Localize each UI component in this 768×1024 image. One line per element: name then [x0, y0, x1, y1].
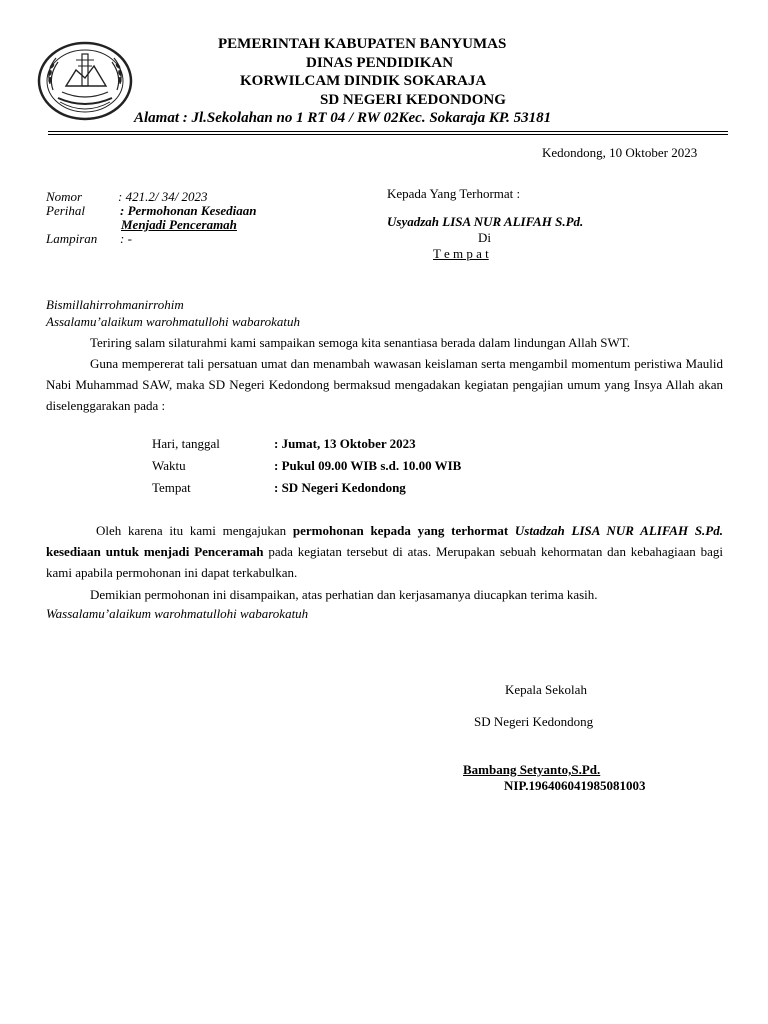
event-value-time: : Pukul 09.00 WIB s.d. 10.00 WIB [274, 458, 462, 473]
paragraph-3-part-a: Oleh karena itu kami mengajukan [96, 523, 293, 538]
lampiran-value: : - [120, 231, 132, 246]
event-label-date: Hari, tanggal [152, 436, 220, 451]
recipient-greeting: Kepada Yang Terhormat : [387, 186, 521, 201]
paragraph-3-part-b: permohonan kepada yang terhormat [292, 523, 515, 538]
recipient-tempat: T e m p a t [433, 246, 489, 261]
signature-school: SD Negeri Kedondong [474, 714, 594, 729]
paragraph-2-text: Guna mempererat tali persatuan umat dan menambah wawasan keislaman serta mengambil momentum peristiwa Maulid Nabi Muhammad SAW, maka SD Negeri Kedondong bermaksud mengadakan kegiatan pengajian umum yang Insya Allah akan diselenggarakan pada : [46, 356, 723, 413]
signature-title: Kepala Sekolah [505, 682, 587, 697]
salam-closing: Wassalamu’alaikum warohmatullohi wabarokatuh [46, 606, 309, 621]
regency-emblem-icon [36, 40, 134, 122]
header-address: Alamat : Jl.Sekolahan no 1 RT 04 / RW 02Kec. Sokaraja KP. 53181 [134, 110, 552, 126]
paragraph-3-part-e: pada kegiatan tersebut di atas. Merupakan sebuah kehormatan dan kebahagiaan bagi kami apabila permohonan ini dapat terkabulkan. [46, 544, 723, 580]
paragraph-2 [46, 353, 723, 416]
lampiran-label: Lampiran [46, 231, 98, 246]
recipient-di: Di [478, 230, 491, 245]
paragraph-3-recipient: Ustadzah LISA NUR ALIFAH S.Pd. [514, 523, 723, 538]
bismillah: Bismillahirrohmanirrohim [46, 297, 184, 312]
paragraph-1-text: Teriring salam silaturahmi kami sampaikan semoga kita senantiasa berada dalam lindungan Allah SWT. [90, 335, 630, 350]
signature-nip: NIP.196406041985081003 [504, 778, 646, 793]
date-line: Kedondong, 10 Oktober 2023 [542, 145, 698, 160]
perihal-value-2: Menjadi Penceramah [121, 217, 237, 232]
salam-opening: Assalamu’alaikum warohmatullohi wabarokatuh [46, 314, 300, 329]
perihal-value-1: : Permohonan Kesediaan [120, 203, 257, 218]
header-line-2: DINAS PENDIDIKAN [306, 55, 454, 71]
event-label-place: Tempat [152, 480, 191, 495]
recipient-name: Usyadzah LISA NUR ALIFAH S.Pd. [387, 214, 584, 229]
header-line-3: KORWILCAM DINDIK SOKARAJA [240, 73, 487, 89]
paragraph-4 [46, 584, 723, 605]
header-rule-thin [48, 131, 728, 132]
paragraph-3 [46, 520, 723, 583]
paragraph-1 [46, 332, 723, 353]
header-line-4: SD NEGERI KEDONDONG [320, 92, 506, 108]
header-rule-second [48, 134, 728, 135]
paragraph-4-text: Demikian permohonan ini disampaikan, atas perhatian dan kerjasamanya diucapkan terima kasih. [90, 587, 598, 602]
perihal-label: Perihal [46, 203, 85, 218]
signature-name: Bambang Setyanto,S.Pd. [463, 762, 601, 777]
nomor-value: : 421.2/ 34/ 2023 [118, 189, 208, 204]
header-line-1: PEMERINTAH KABUPATEN BANYUMAS [218, 36, 507, 52]
event-value-date: : Jumat, 13 Oktober 2023 [274, 436, 416, 451]
event-label-time: Waktu [152, 458, 186, 473]
paragraph-3-part-d: kesediaan untuk menjadi Penceramah [46, 544, 264, 559]
event-value-place: : SD Negeri Kedondong [274, 480, 406, 495]
nomor-label: Nomor [46, 189, 83, 204]
